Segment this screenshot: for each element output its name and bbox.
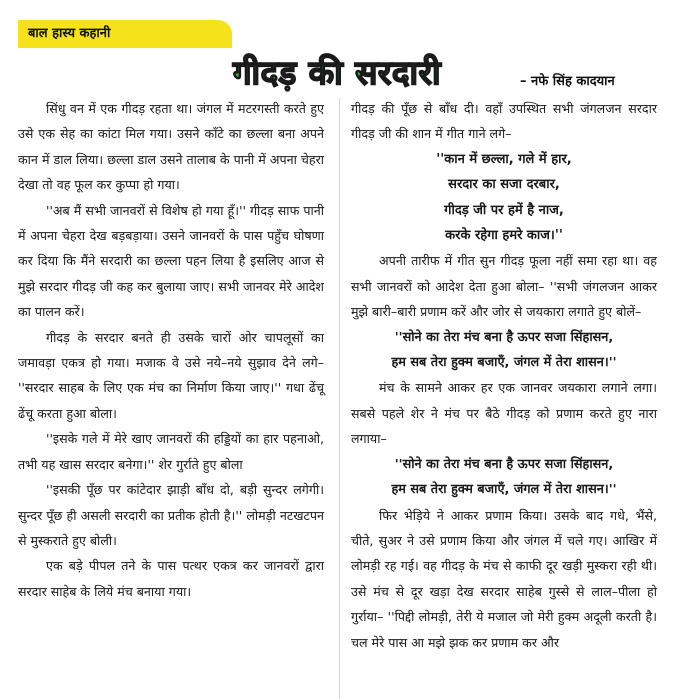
paragraph: अपनी तारीफ में गीत सुन गीदड़ फूला नहीं समा रहा था। वह सभी जानवरों को आदेश देता हुआ बोला– ''सभी जंगलजन आकर मुझे बारी–बारी प्रणाम करें और जोर से जयकारा लगाते हुए बोलें– — [351, 253, 657, 320]
paragraph: गीदड़ की पूँछ से बाँध दी। वहाँ उपस्थित सभी जंगलजन सरदार गीदड़ जी की शान में गीत गाने लगे– — [351, 101, 657, 142]
paragraph: ''इसकी पूँछ पर कांटेदार झाड़ी बाँध दो, बड़ी सुन्दर लगेगी। सुन्दर पूँछ ही असली सरदारी का प्रतीक होती है।'' लोमड़ी नटखटपन से मुस्कराते हुए बोली। — [18, 482, 324, 548]
paragraph: मंच के सामने आकर हर एक जानवर जयकारा लगाने लगा। सबसे पहले शेर ने मंच पर बैठे गीदड़ को प्रणाम करते हुए नारा लगाया– — [351, 380, 657, 447]
verse-line: ''कान में छल्ला, गले में हार, — [436, 151, 572, 167]
paragraph: ''इसके गले में मेरे खाए जानवरों की हड्डियों का हार पहनाओ, तभी यह खास सरदार बनेगा।'' शेर गुर्राते हुए बोला — [18, 431, 324, 472]
paragraph: गीदड़ के सरदार बनते ही उसके चारों ओर चापलूसों का जमावड़ा एकत्र हो गया। मजाक वे उसे नये–नये सुझाव देने लगे– ''सरदार साहब के लिए एक मंच का निर्माण किया जाए।'' गधा ढेंचू ढेंचू करता हुआ बोला। — [18, 329, 324, 421]
column-divider — [339, 98, 340, 699]
verse-line: करके रहेगा हमरे काज।'' — [445, 228, 563, 244]
paragraph: सिंधु वन में एक गीदड़ रहता था। जंगल में मटरगस्ती करते हुए उसे एक सेह का कांटा मिल गया। उसने काँटे का छल्ला बना अपने कान में डाल लिया। छल्ला डाल उसने तालाब के पानी में अपना चेहरा देखा तो वह फूल कर कुप्पा हो गया। — [18, 101, 324, 193]
verse-line: हम सब तेरा हुक्म बजाएँ, जंगल में तेरा शासन।'' — [391, 355, 617, 371]
song-verse — [351, 147, 657, 249]
story-title: गीदड़ की सरदारी — [232, 53, 442, 92]
chant-verse — [351, 452, 657, 503]
verse-line: ''सोने का तेरा मंच बना है ऊपर सजा सिंहासन, — [394, 456, 614, 472]
verse-line: सरदार का सजा दरबार, — [448, 177, 560, 193]
verse-line: ''सोने का तेरा मंच बना है ऊपर सजा सिंहासन, — [394, 329, 614, 345]
right-column — [351, 96, 657, 655]
section-label: बाल हास्य कहानी — [18, 20, 232, 48]
paragraph: फिर भेड़िये ने आकर प्रणाम किया। उसके बाद गधे, भैंसे, चीते, सुअर ने उसे प्रणाम किया और जंगल में चले गए। आखिर में लोमड़ी रह गई। वह गीदड़ के मंच से काफी दूर खड़ी मुस्करा रही थी। उसे मंच से दूर खड़ा देख सरदार साहेब गुस्से से लाल–पीला हो गुर्राया– ''पिद्दी लोमड़ी, तेरी ये मजाल जो मेरी हुक्म अदूली करती है। चल मेरे पास आ मझे झक कर प्रणाम कर और — [351, 507, 657, 650]
left-column — [18, 96, 324, 604]
paragraph: एक बड़े पीपल तने के पास पत्थर एकत्र कर जानवरों द्वारा सरदार साहेब के लिये मंच बनाया गया। — [18, 558, 324, 599]
author-byline: – नफे सिंह कादयान — [520, 74, 615, 89]
verse-line: गीदड़ जी पर हमें है नाज, — [444, 202, 564, 218]
paragraph: ''अब मैं सभी जानवरों से विशेष हो गया हूँ।'' गीदड़ साफ पानी में अपना चेहरा देख बड़बड़ाया। उसने जानवरों के पास पहुँच घोषणा कर दिया कि मैंने सरदारी का छल्ला पहन लिया है इसलिए आज से मुझे सरदार गीदड़ जी कह कर बुलाया जाए। सभी जानवर मेरे आदेश का पालन करें। — [18, 202, 324, 320]
verse-line: हम सब तेरा हुक्म बजाएँ, जंगल में तेरा शासन।'' — [391, 482, 617, 498]
chant-verse — [351, 325, 657, 376]
